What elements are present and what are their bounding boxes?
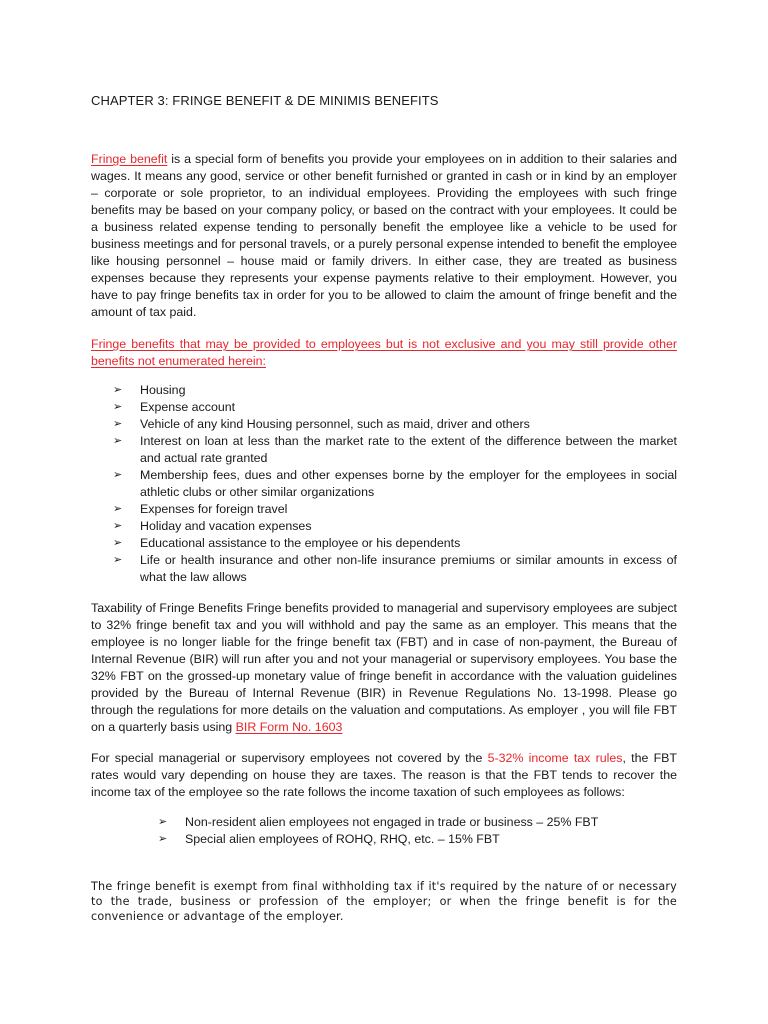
intro-text: is a special form of benefits you provide your employees on in addition to their salaries and wages. It means any good, service or other benefit furnished or granted in cash or in kind by an employer – corporate or sole proprietor, to an individual employees. Providing the employees with such fringe benefits may be based on your company policy, or based on the contract with your employees. It could be a business related expense tending to personally benefit the employee like a vehicle to be used for business meetings and for personal travels, or a purely personal expense intended to benefit the employee like housing personnel – house maid or family drivers. In either case, they are treated as business expenses because they represents your expense payments relative to their employment. However, you have to pay fringe benefits tax in order for you to be allowed to claim the amount of fringe benefit and the amount of tax paid.: [91, 152, 677, 319]
list-item: ➢ Housing: [113, 383, 186, 397]
exemption-paragraph: The fringe benefit is exempt from final withholding tax if it's required by the nature of or necessary to the trade, business or profession of the employer; or when the fringe benefit is for the convenience or advantage of the employer.: [91, 880, 677, 923]
taxability-text: Taxability of Fringe Benefits Fringe benefits provided to managerial and supervisory employees are subject to 32% fringe benefit tax and you will withhold and pay the same as an employer. This means that the employee is no longer liable for the fringe benefit tax (FBT) and in case of non-payment, the Bureau of Internal Revenue (BIR) will run after you and not your managerial or supervisory employees. You base the 32% FBT on the grossed-up monetary value of fringe benefit in accordance with the valuation guidelines provided by the Bureau of Internal Revenue (BIR) in Revenue Regulations No. 13-1998. Please go through the regulations for more details on the valuation and computations. As employer , you will file FBT on a quarterly basis using: [91, 601, 677, 734]
chapter-title: CHAPTER 3: FRINGE BENEFIT & DE MINIMIS BENEFITS: [91, 93, 439, 108]
list-item: ➢ Interest on loan at less than the market rate to the extent of the difference between the market and actual rate granted: [113, 434, 677, 465]
arrow-bullet-icon: ➢: [113, 384, 123, 396]
taxability-paragraph: [91, 600, 677, 736]
special-employees-paragraph: For special managerial or supervisory employees not covered by the 5-32% income tax rules, the FBT rates would vary depending on house they are taxes. The reason is that the FBT tends to recover the income tax of the employee so the rate follows the income taxation of such employees as follows:: [91, 751, 677, 799]
list-item: ➢ Educational assistance to the employee or his dependents: [113, 536, 461, 550]
arrow-bullet-icon: ➢: [113, 520, 123, 532]
benefits-list: [113, 382, 677, 586]
arrow-bullet-icon: ➢: [113, 537, 123, 549]
arrow-bullet-icon: ➢: [113, 469, 123, 481]
list-item: ➢ Expenses for foreign travel: [113, 502, 288, 516]
list-item: ➢ Special alien employees of ROHQ, RHQ, etc. – 15% FBT: [158, 832, 500, 846]
rates-list: [158, 814, 638, 848]
arrow-bullet-icon: ➢: [113, 503, 123, 515]
arrow-bullet-icon: ➢: [113, 401, 123, 413]
arrow-bullet-icon: ➢: [113, 435, 123, 447]
list-heading: Fringe benefits that may be provided to employees but is not exclusive and you may still provide other benefits not enumerated herein:: [91, 337, 677, 368]
list-item: ➢ Non-resident alien employees not engaged in trade or business – 25% FBT: [158, 815, 599, 829]
list-item: ➢ Holiday and vacation expenses: [113, 519, 312, 533]
arrow-bullet-icon: ➢: [113, 554, 123, 566]
bir-form-link[interactable]: BIR Form No. 1603: [235, 720, 343, 734]
list-item: ➢ Membership fees, dues and other expenses borne by the employer for the employees in social athletic clubs or other similar organizations: [113, 468, 677, 499]
arrow-bullet-icon: ➢: [158, 816, 168, 828]
intro-paragraph: [91, 151, 677, 321]
list-item: ➢ Vehicle of any kind Housing personnel, such as maid, driver and others: [113, 417, 530, 431]
list-item: ➢ Life or health insurance and other non-life insurance premiums or similar amounts in excess of what the law allows: [113, 553, 677, 584]
list-item: ➢ Expense account: [113, 400, 236, 414]
fringe-benefit-term: Fringe benefit: [91, 152, 168, 166]
income-tax-rules-link[interactable]: 5-32% income tax rules: [487, 751, 623, 765]
arrow-bullet-icon: ➢: [113, 418, 123, 430]
arrow-bullet-icon: ➢: [158, 833, 168, 845]
